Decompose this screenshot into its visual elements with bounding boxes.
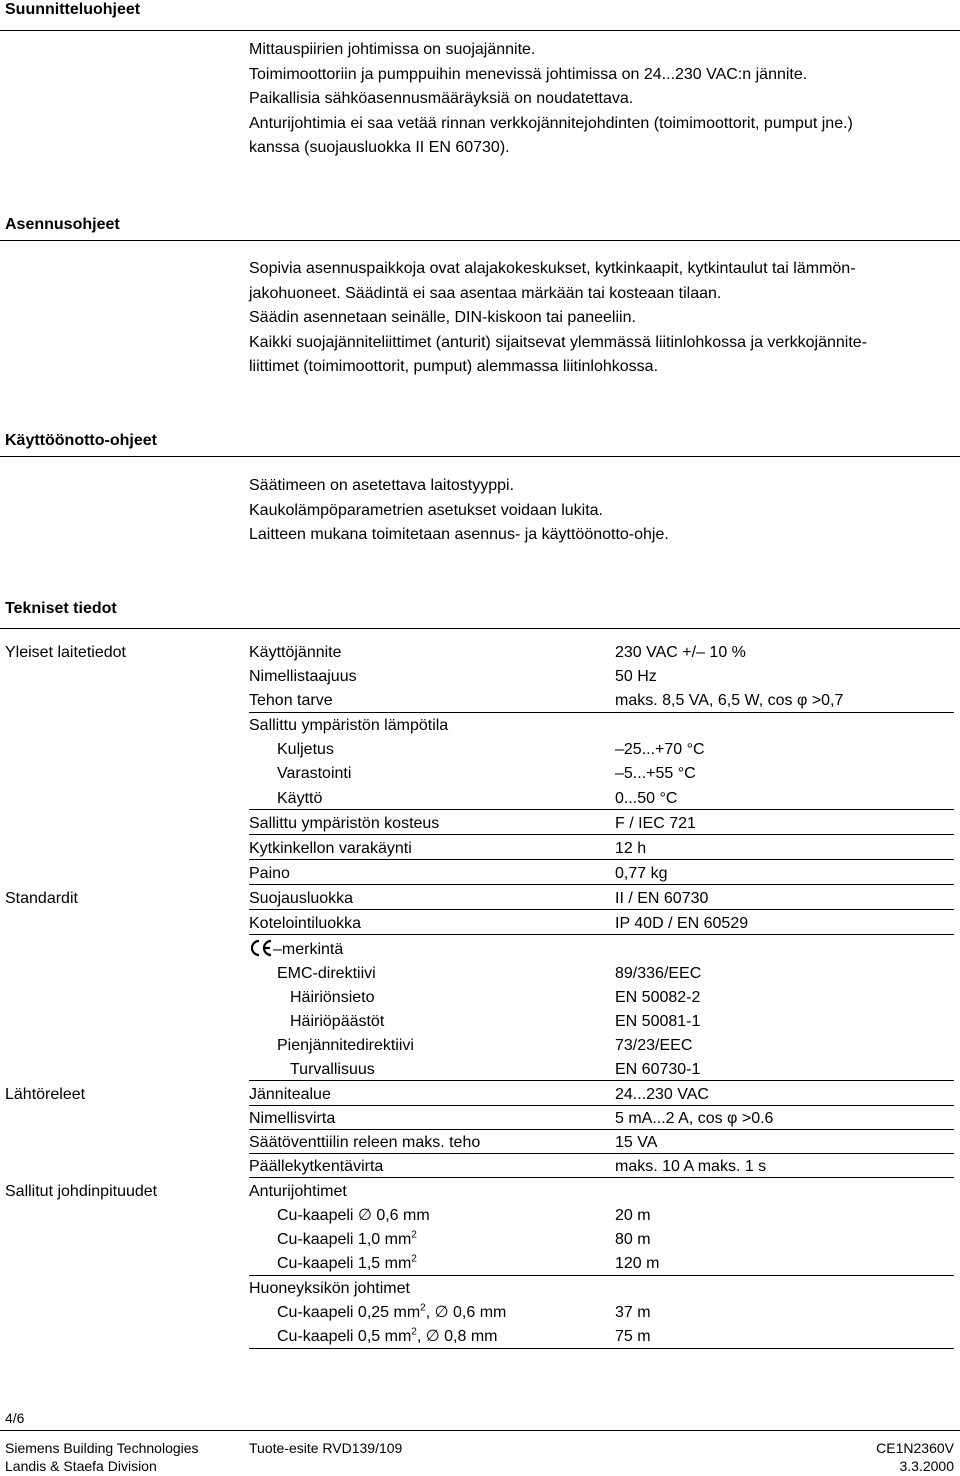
spec-value: –5...+55 °C <box>615 765 696 782</box>
spec-label: Huoneyksikön johtimet <box>249 1280 410 1297</box>
spec-label: Jännitealue <box>249 1086 331 1103</box>
section-divider <box>0 628 960 629</box>
row-divider <box>249 834 954 835</box>
section-divider <box>0 240 960 241</box>
spec-label: Suojausluokka <box>249 890 354 907</box>
spec-value: EN 60730-1 <box>615 1061 701 1078</box>
spec-value: 20 m <box>615 1207 651 1224</box>
text-line: Säätimeen on asetettava laitostyyppi. <box>249 477 515 494</box>
superscript: 2 <box>411 1229 417 1241</box>
page-number: 4/6 <box>5 1410 25 1426</box>
label-part: 0,6 mm <box>376 1207 430 1224</box>
spec-label: Nimellisvirta <box>249 1110 336 1127</box>
installation-text <box>249 257 954 380</box>
spec-value: 12 h <box>615 840 647 857</box>
spec-label: Varastointi <box>277 765 352 782</box>
row-divider <box>249 1153 954 1154</box>
superscript: 2 <box>411 1253 417 1265</box>
spec-label <box>277 1327 497 1347</box>
text-line: jakohuoneet. Säädintä ei saa asentaa märkään tai kosteaan tilaan. <box>249 284 722 302</box>
spec-value: 24...230 VAC <box>615 1086 709 1103</box>
spec-value: –25...+70 °C <box>615 741 705 758</box>
row-divider <box>249 1105 954 1106</box>
spec-label: Pienjännitedirektiivi <box>277 1037 414 1054</box>
section-title-technical: Tekniset tiedot <box>5 600 117 617</box>
footer-document: Tuote-esite RVD139/109 <box>249 1440 403 1456</box>
row-divider <box>249 1348 954 1349</box>
diameter-icon: ∅ <box>357 1207 372 1224</box>
commissioning-text <box>249 474 954 548</box>
row-divider <box>249 859 954 860</box>
ce-mark-icon <box>249 939 273 963</box>
text-line: Laitteen mukana toimitetaan asennus- ja käyttöönotto-ohje. <box>249 526 669 543</box>
spec-value: 0...50 °C <box>615 790 678 807</box>
spec-label: Turvallisuus <box>290 1061 375 1078</box>
superscript: 2 <box>420 1302 426 1314</box>
spec-value: 73/23/EEC <box>615 1037 693 1054</box>
footer-divider <box>0 1430 960 1431</box>
spec-value: 15 VA <box>615 1134 658 1151</box>
row-divider <box>249 1275 954 1276</box>
footer-code: CE1N2360V <box>876 1440 954 1456</box>
group-label-standards: Standardit <box>5 890 78 907</box>
row-divider <box>249 1080 954 1081</box>
section-divider <box>0 456 960 457</box>
spec-label: Käyttö <box>277 790 323 807</box>
label-part: 0,6 mm <box>453 1304 507 1321</box>
row-divider <box>249 934 954 935</box>
spec-value: EN 50081-1 <box>615 1013 701 1030</box>
text-line: Kaikki suojajänniteliittimet (anturit) sijaitsevat ylemmässä liitinlohkossa ja verkkojännite- <box>249 333 868 351</box>
row-divider <box>249 712 954 713</box>
spec-value: 0,77 kg <box>615 865 668 882</box>
spec-value: EN 50082-2 <box>615 989 701 1006</box>
spec-value: 50 Hz <box>615 668 657 685</box>
spec-value: 80 m <box>615 1231 651 1248</box>
text-line: Sopivia asennuspaikkoja ovat alajakokeskukset, kytkinkaapit, kytkintaulut tai lämmön- <box>249 260 856 277</box>
text-line: Toimimoottoriin ja pumppuihin menevissä johtimissa on 24...230 VAC:n jännite. <box>249 65 808 83</box>
spec-label <box>277 1206 430 1226</box>
label-part: Cu-kaapeli 0,5 mm <box>277 1328 412 1345</box>
label-part: Cu-kaapeli 1,5 mm <box>277 1255 412 1272</box>
spec-label: Anturijohtimet <box>249 1183 347 1200</box>
row-divider <box>249 884 954 885</box>
text-line: Mittauspiirien johtimissa on suojajännite. <box>249 41 536 58</box>
label-part: 0,8 mm <box>444 1328 498 1345</box>
text-line: Paikallisia sähköasennusmääräyksiä on noudatettava. <box>249 90 634 107</box>
spec-value: 120 m <box>615 1255 660 1272</box>
section-divider <box>0 30 960 31</box>
label-part: , <box>425 1304 431 1321</box>
spec-value: maks. 8,5 VA, 6,5 W, cos φ >0,7 <box>615 692 844 709</box>
text-line: liittimet (toimimoottorit, pumput) alemmassa liitinlohkossa. <box>249 358 659 375</box>
group-label-outputs: Lähtöreleet <box>5 1086 86 1103</box>
spec-value: maks. 10 A maks. 1 s <box>615 1158 767 1175</box>
label-part: Cu-kaapeli 1,0 mm <box>277 1231 412 1248</box>
spec-label: Päällekytkentävirta <box>249 1158 384 1175</box>
spec-value: 5 mA...2 A, cos φ >0.6 <box>615 1110 774 1127</box>
spec-label: Kytkinkellon varakäynti <box>249 840 412 857</box>
spec-label: Sallittu ympäristön lämpötila <box>249 717 449 734</box>
footer-company-line2: Landis & Staefa Division <box>5 1458 157 1474</box>
planning-text <box>249 38 954 161</box>
diameter-icon: ∅ <box>425 1328 440 1345</box>
spec-label: Säätöventtiilin releen maks. teho <box>249 1134 481 1151</box>
group-label-cables: Sallitut johdinpituudet <box>5 1183 158 1200</box>
spec-label: –merkintä <box>273 941 344 958</box>
row-divider <box>249 1177 954 1178</box>
footer-company-line1: Siemens Building Technologies <box>5 1440 199 1456</box>
spec-value: II / EN 60730 <box>615 890 709 907</box>
spec-label: Kuljetus <box>277 741 334 758</box>
spec-value: 230 VAC +/– 10 % <box>615 644 746 661</box>
spec-label: EMC-direktiivi <box>277 965 376 982</box>
row-divider <box>249 809 954 810</box>
spec-label: Nimellistaajuus <box>249 668 357 685</box>
label-part: Cu-kaapeli <box>277 1207 354 1224</box>
spec-label: Kotelointiluokka <box>249 915 362 932</box>
spec-label <box>277 1254 417 1274</box>
spec-label: Tehon tarve <box>249 692 333 709</box>
footer-date: 3.3.2000 <box>899 1458 954 1474</box>
text-line: Anturijohtimia ei saa vetää rinnan verkkojännitejohdinten (toimimoottorit, pumput jne.) <box>249 114 853 132</box>
text-line: kanssa (suojausluokka II EN 60730). <box>249 139 510 156</box>
spec-label: Häiriöpäästöt <box>290 1013 385 1030</box>
spec-label <box>277 1303 506 1323</box>
row-divider <box>249 1129 954 1130</box>
section-title-commissioning: Käyttöönotto-ohjeet <box>5 432 157 449</box>
spec-label: Käyttöjännite <box>249 644 342 661</box>
spec-label <box>277 1230 417 1250</box>
diameter-icon: ∅ <box>434 1304 449 1321</box>
label-part: , <box>416 1328 422 1345</box>
spec-value: F / IEC 721 <box>615 815 696 832</box>
group-label-general: Yleiset laitetiedot <box>5 644 126 661</box>
section-title-installation: Asennusohjeet <box>5 216 120 233</box>
superscript: 2 <box>411 1326 417 1338</box>
spec-value: 37 m <box>615 1304 651 1321</box>
spec-label: Häiriönsieto <box>290 989 375 1006</box>
label-part: Cu-kaapeli 0,25 mm <box>277 1304 421 1321</box>
spec-value: 89/336/EEC <box>615 965 702 982</box>
text-line: Kaukolämpöparametrien asetukset voidaan lukita. <box>249 501 603 519</box>
spec-label: Paino <box>249 865 290 882</box>
row-divider <box>249 909 954 910</box>
text-line: Säädin asennetaan seinälle, DIN-kiskoon tai paneeliin. <box>249 309 636 326</box>
section-title-planning: Suunnitteluohjeet <box>5 1 141 18</box>
spec-label: Sallittu ympäristön kosteus <box>249 815 440 832</box>
spec-value: 75 m <box>615 1328 651 1345</box>
ce-mark-row <box>249 939 343 963</box>
spec-value: IP 40D / EN 60529 <box>615 915 749 932</box>
